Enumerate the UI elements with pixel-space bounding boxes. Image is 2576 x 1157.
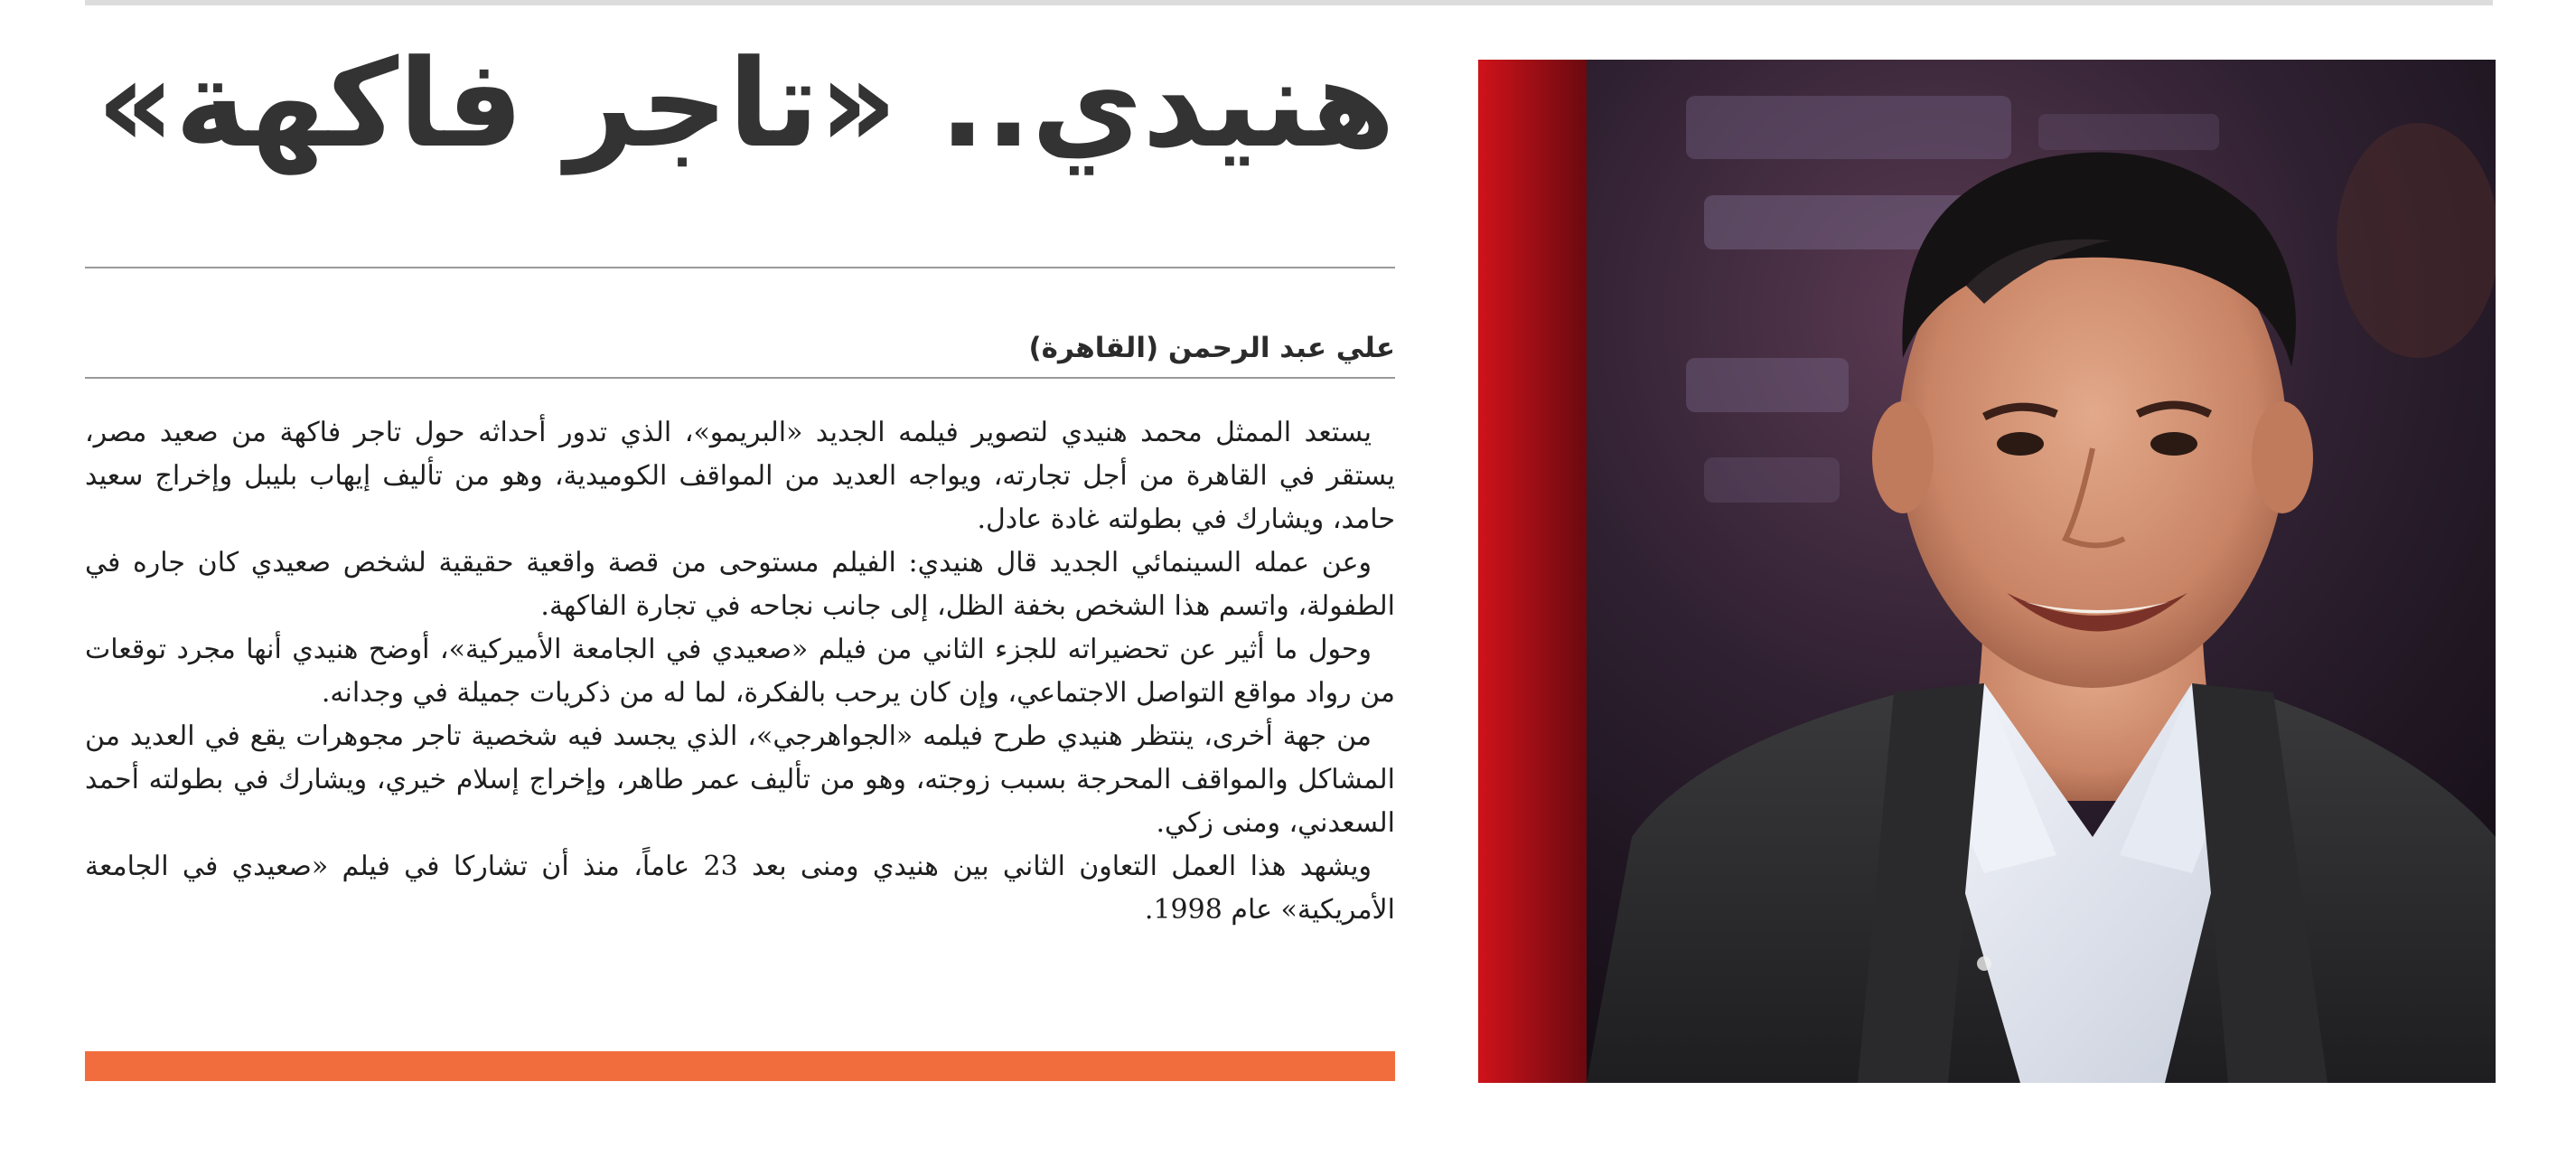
byline-divider: [85, 377, 1395, 379]
article-byline: علي عبد الرحمن (القاهرة): [1028, 332, 1395, 364]
headline-divider: [85, 267, 1395, 268]
article-paragraph: من جهة أخرى، ينتظر هنيدي طرح فيلمه «الجواهرجي»، الذي يجسد فيه شخصية تاجر مجوهرات يقع في العديد من المشاكل والمواقف المحرجة بسبب زوجته، وهو من تأليف عمر طاهر، وإخراج إسلام خيري، ويشارك في بطولته أحمد السعدني، ومنى زكي.: [85, 720, 1395, 839]
article-body: [85, 411, 1395, 990]
article-paragraph: وحول ما أثير عن تحضيراته للجزء الثاني من فيلم «صعيدي في الجامعة الأميركية»، أوضح هنيدي أنها مجرد توقعات من رواد مواقع التواصل الاجتماعي، وإن كان يرحب بالفكرة، لما له من ذكريات جميلة في وجدانه.: [85, 634, 1395, 709]
article-headline: هنيدي.. «تاجر فاكهة»: [96, 33, 1395, 174]
accent-bar: [85, 1051, 1395, 1081]
article-paragraph: يستعد الممثل محمد هنيدي لتصوير فيلمه الجديد «البريمو»، الذي تدور أحداثه حول تاجر فاكهة من صعيد مصر، يستقر في القاهرة من أجل تجارته، ويواجه العديد من المواقف الكوميدية، وهو من تأليف إيهاب بليبل وإخراج سعيد حامد، ويشارك في بطولته غادة عادل.: [85, 417, 1395, 535]
top-border-rule: [85, 0, 2493, 5]
article-photo: [1478, 60, 2496, 1083]
article-paragraph: ويشهد هذا العمل التعاون الثاني بين هنيدي ومنى بعد 23 عاماً، منذ أن تشاركا في فيلم «صعيدي في الجامعة الأمريكية» عام 1998.: [85, 851, 1395, 926]
article-paragraph: وعن عمله السينمائي الجديد قال هنيدي: الفيلم مستوحى من قصة واقعية حقيقية لشخص صعيدي كان جاره في الطفولة، واتسم هذا الشخص بخفة الظل، إلى جانب نجاحه في تجارة الفاكهة.: [85, 547, 1395, 622]
